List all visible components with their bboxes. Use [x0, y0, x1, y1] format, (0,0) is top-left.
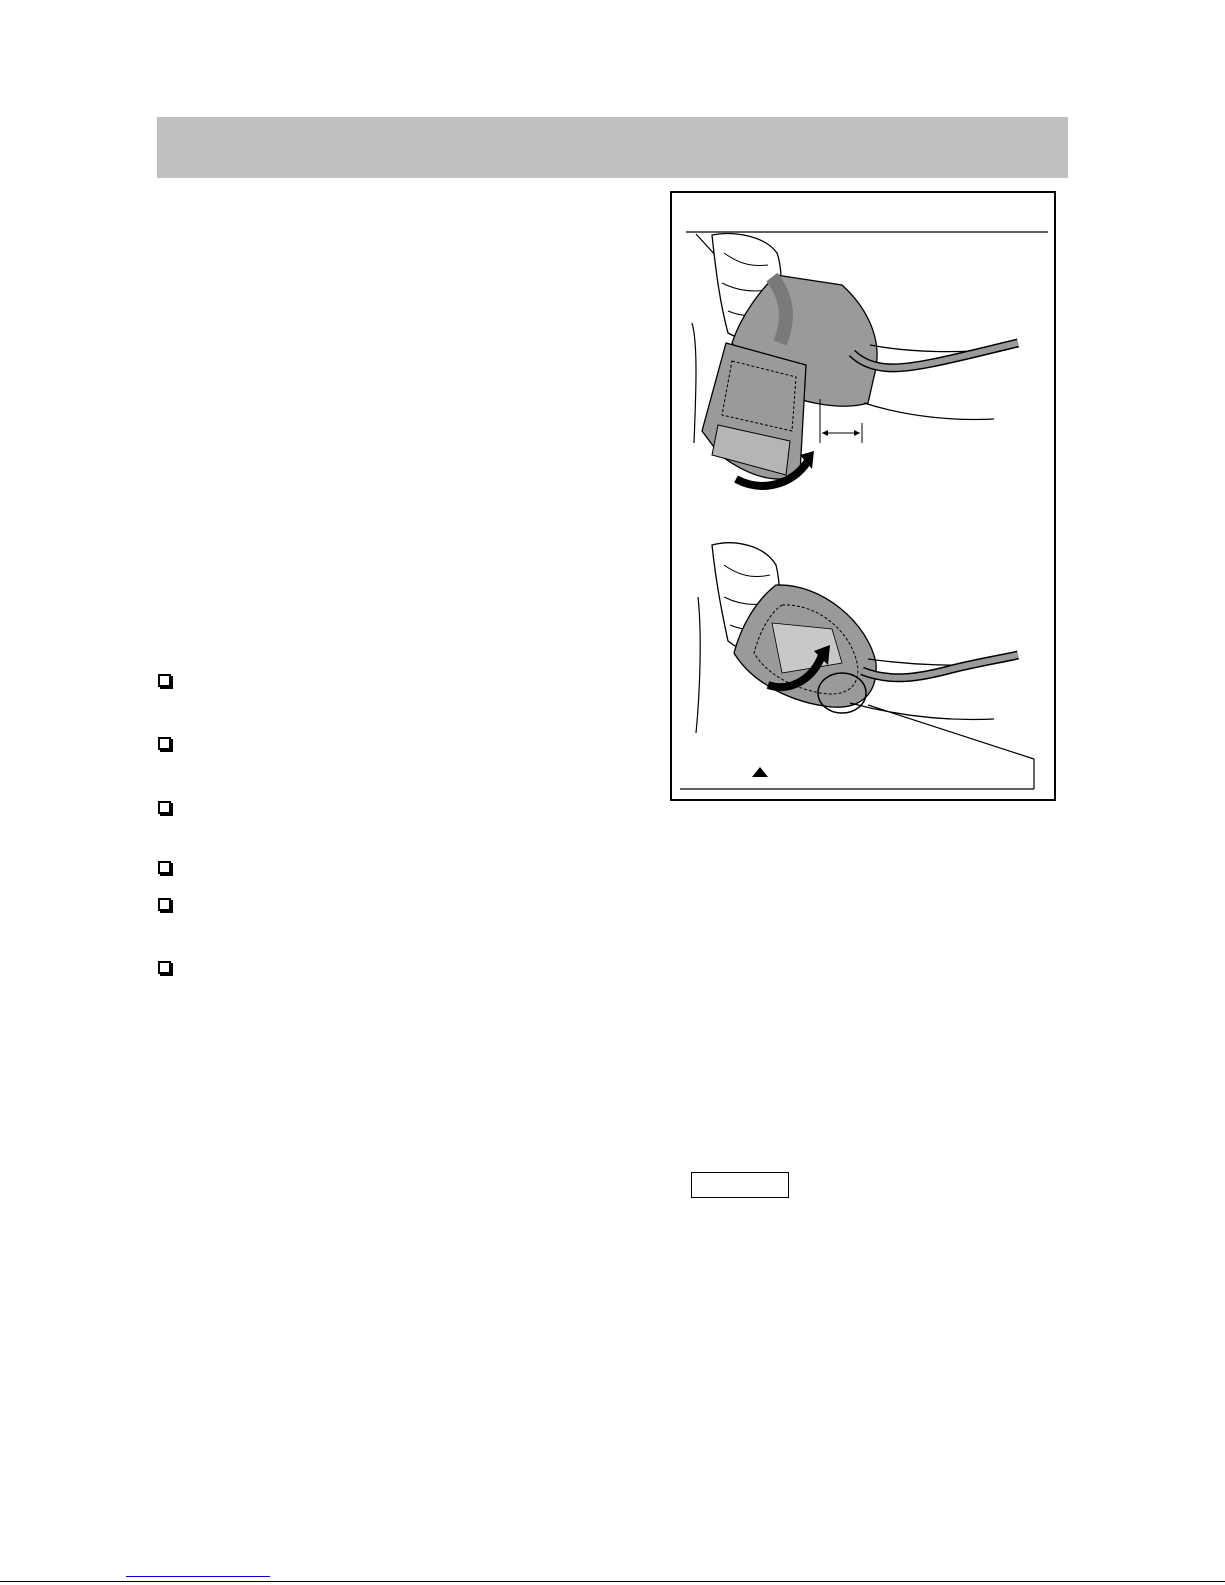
checklist-item [158, 961, 185, 974]
measure-arrowhead-right [854, 430, 860, 436]
footer-link-underline[interactable] [126, 1576, 270, 1577]
checklist-item [158, 737, 185, 750]
measure-arrowhead-left [822, 430, 828, 436]
checklist-item [158, 861, 185, 874]
cuff-illustration-panel [670, 191, 1056, 801]
leader-line-bottom [868, 705, 1034, 759]
body-outline-lower [696, 597, 700, 733]
checkbox-icon [158, 961, 171, 974]
checkbox-icon [158, 737, 171, 750]
checkbox-icon [158, 674, 171, 687]
air-tube-lower [862, 655, 1018, 678]
checklist-item [158, 674, 185, 687]
note-label-box [691, 1172, 789, 1198]
checklist-item [158, 898, 185, 911]
checkbox-icon [158, 898, 171, 911]
checklist-item [158, 801, 185, 814]
upper-arm-figure [692, 234, 1018, 486]
checkbox-icon [158, 801, 171, 814]
cuff-illustration [672, 193, 1058, 803]
section-header-bar [157, 117, 1068, 178]
footer-rule [0, 1581, 1225, 1582]
checkbox-icon [158, 861, 171, 874]
lower-arm-figure [680, 543, 1034, 789]
body-outline [692, 323, 696, 443]
triangle-mark-icon [752, 767, 768, 777]
